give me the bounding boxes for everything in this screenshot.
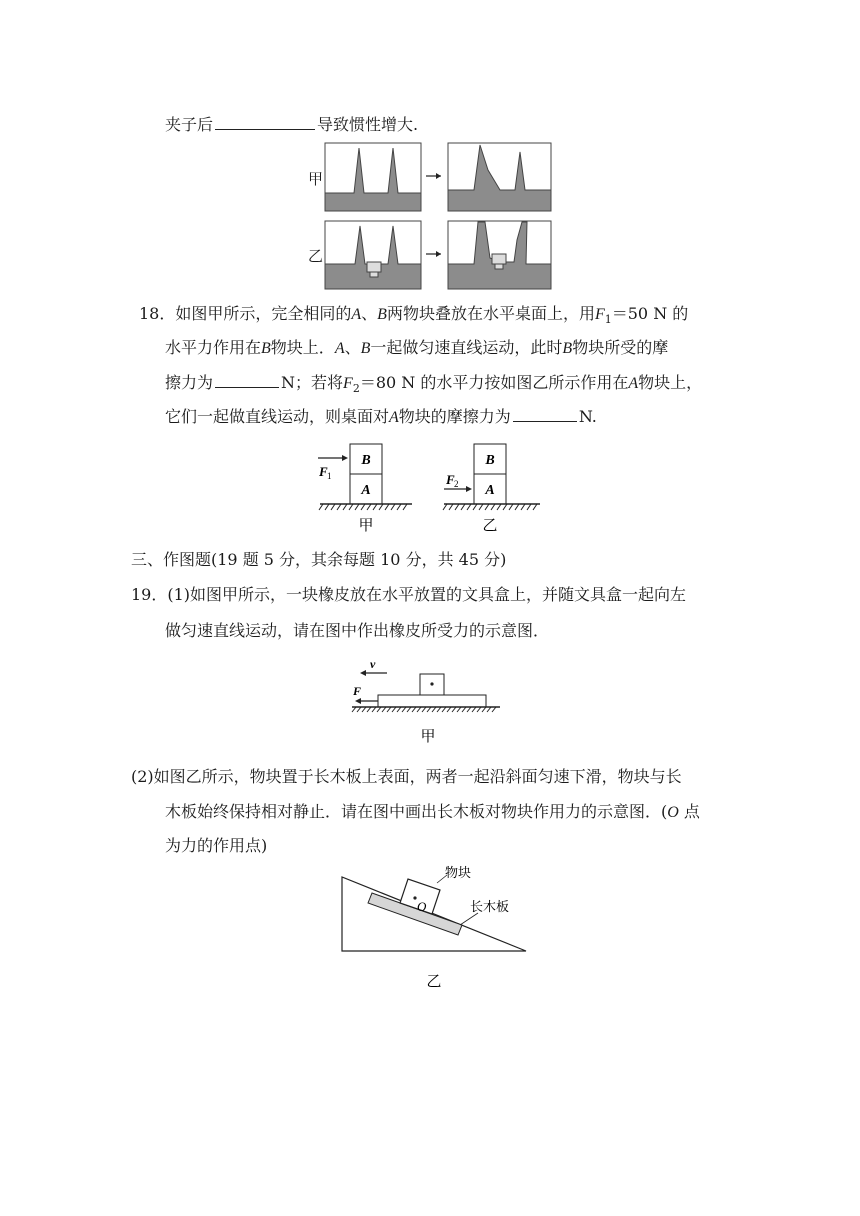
q19-p2-line1: (2)如图乙所示，物块置于长木板上表面，两者一起沿斜面匀速下滑，物块与长 <box>131 767 682 786</box>
fig19b-board-label: 长木板 <box>470 900 510 915</box>
q18-line4: 它们一起做直线运动，则桌面对A物块的摩擦力为 N. <box>165 407 597 426</box>
fig19a-velocity-label: v <box>370 657 376 671</box>
fig19b-block-label: 物块 <box>445 866 472 881</box>
fig17-diagram <box>0 0 860 300</box>
fig18-right-caption: 乙 <box>482 516 498 534</box>
fig19a-force-label: F <box>353 684 362 698</box>
q19-line1: 19．(1)如图甲所示，一块橡皮放在水平放置的文具盒上，并随文具盒一起向左 <box>131 585 687 604</box>
fig18-right-force-sub: 2 <box>454 479 459 489</box>
fig17-label-yi: 乙 <box>308 247 324 265</box>
q17-tail-prefix: 夹子后 <box>165 115 214 134</box>
fig18-right-block-b: B <box>485 453 495 468</box>
fig18-left-caption: 甲 <box>358 516 374 534</box>
fig18-left-block-b: B <box>361 453 371 468</box>
fig18-right-block-a: A <box>485 483 495 498</box>
fig18-left-force: F <box>319 464 328 479</box>
section3-title: 三、作图题(19 题 5 分，其余每题 10 分，共 45 分) <box>131 550 507 569</box>
fig19b-caption: 乙 <box>426 972 442 990</box>
q19-line2: 做匀速直线运动，请在图中作出橡皮所受力的示意图． <box>165 621 550 640</box>
fig18-left-block-a: A <box>361 483 371 498</box>
q18-blank-2[interactable] <box>513 405 577 422</box>
fig18-left-force-sub: 1 <box>327 471 332 481</box>
q19-p2-line3: 为力的作用点) <box>165 836 268 855</box>
fig19b-point-o: O <box>417 899 427 914</box>
q18-line1: 18．如图甲所示，完全相同的A、B两物块叠放在水平桌面上，用$F_1=50$ N 的 <box>139 304 689 327</box>
fig19b-diagram <box>0 855 860 995</box>
fig19a-diagram <box>0 655 860 745</box>
fig17-label-jia: 甲 <box>308 170 324 188</box>
q18-blank-1[interactable] <box>215 371 279 388</box>
fig18-right-force: F <box>446 472 455 487</box>
fig18-diagram <box>0 440 860 540</box>
fig19a-caption: 甲 <box>420 727 436 745</box>
q19-p2-line2: 木板始终保持相对静止．请在图中画出长木板对物块作用力的示意图．(O 点 <box>165 802 700 821</box>
q18-line2: 水平力作用在B物块上．A、B一起做匀速直线运动，此时B物块所受的摩 <box>165 338 669 357</box>
q17-tail-suffix: 导致惯性增大. <box>317 115 419 134</box>
q18-line3: 擦力为 N；若将$F_2=80$ N 的水平力按如图乙所示作用在A物块上， <box>165 373 703 396</box>
